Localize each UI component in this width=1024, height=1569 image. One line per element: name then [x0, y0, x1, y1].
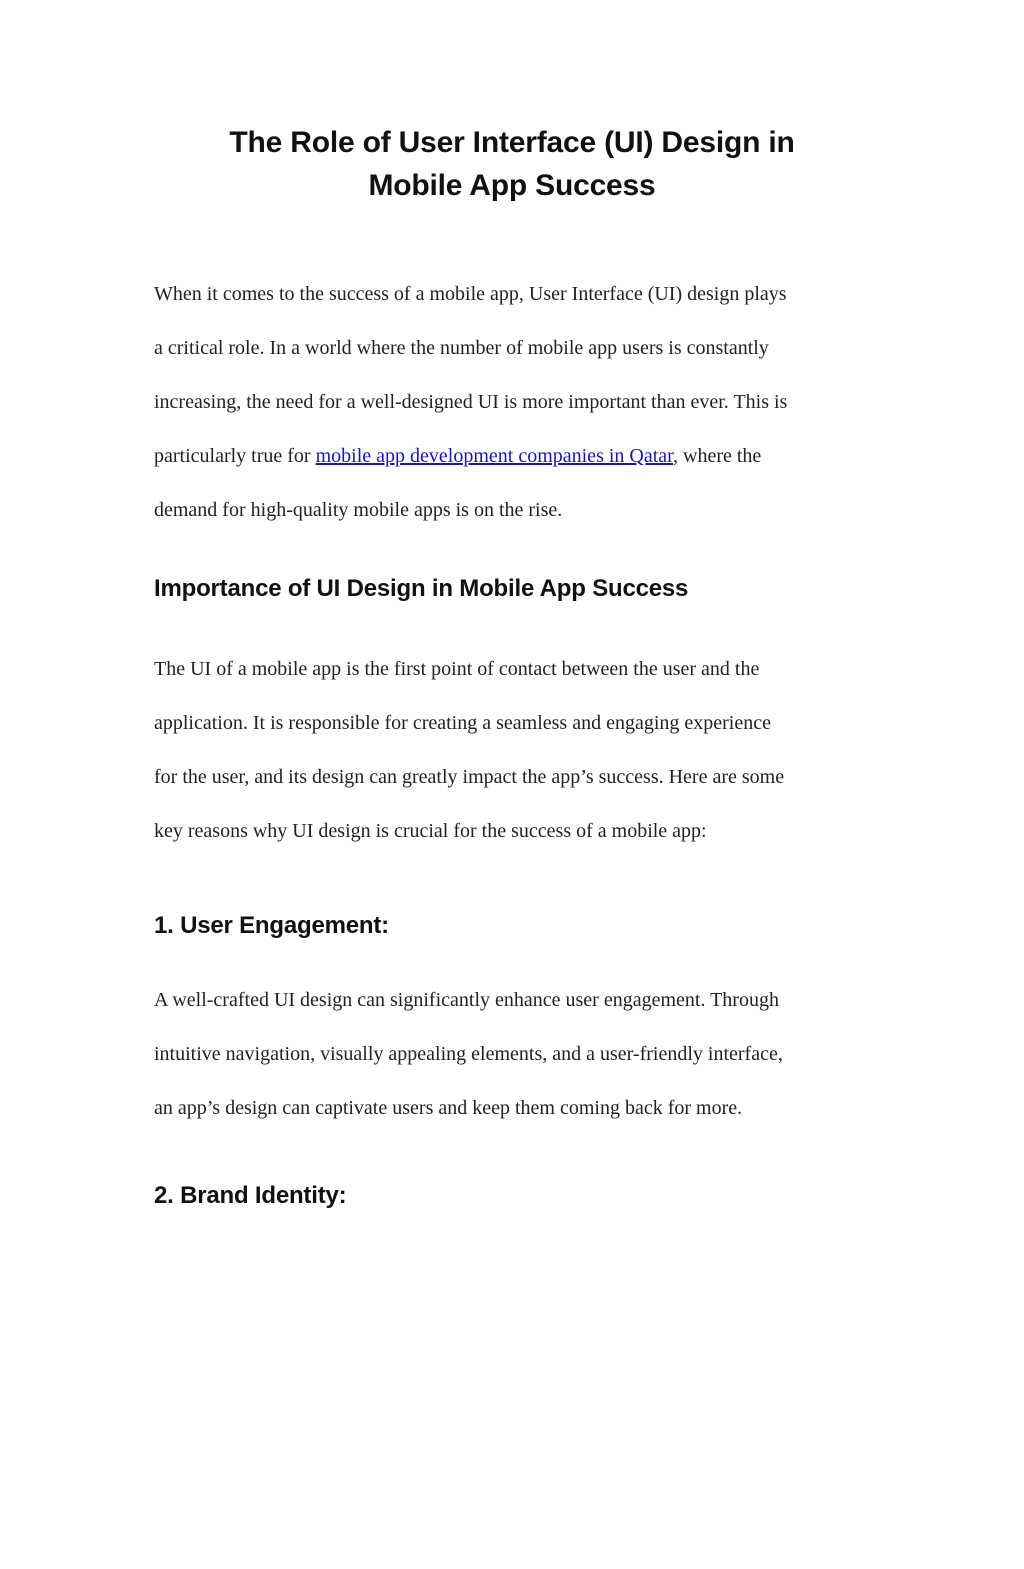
page-title: [154, 121, 870, 207]
page-title-line-1: The Role of User Interface (UI) Design in: [229, 126, 795, 159]
text-line: When it comes to the success of a mobile app, User Interface (UI) design plays: [154, 283, 787, 305]
document-content: [154, 121, 870, 1212]
text-line: increasing, the need for a well-designed UI is more important than ever. This is: [154, 391, 788, 413]
text-line: for the user, and its design can greatly impact the app’s success. Here are some: [154, 766, 785, 788]
text-line: a critical role. In a world where the number of mobile app users is constantly: [154, 337, 769, 359]
text-line: key reasons why UI design is crucial for the success of a mobile app:: [154, 820, 707, 842]
text-line: The UI of a mobile app is the first point of contact between the user and the: [154, 658, 760, 680]
intro-paragraph: [154, 267, 870, 537]
importance-paragraph: [154, 642, 870, 858]
text-line: A well-crafted UI design can significantly enhance user engagement. Through: [154, 989, 779, 1011]
text-line: [154, 429, 870, 483]
section-heading-brand-identity: 2. Brand Identity:: [154, 1182, 347, 1209]
text-line: demand for high-quality mobile apps is on the rise.: [154, 499, 563, 521]
text-line: an app’s design can captivate users and keep them coming back for more.: [154, 1097, 743, 1119]
document-page: [0, 121, 1024, 1569]
text-line: application. It is responsible for creating a seamless and engaging experience: [154, 712, 771, 734]
text-segment: particularly true for: [154, 445, 316, 467]
qatar-app-companies-link[interactable]: mobile app development companies in Qatar: [315, 445, 674, 467]
engagement-paragraph: [154, 973, 870, 1135]
text-segment: , where the: [673, 445, 762, 467]
section-heading-user-engagement: 1. User Engagement:: [154, 912, 389, 939]
page-title-line-2: Mobile App Success: [368, 169, 656, 202]
text-line: intuitive navigation, visually appealing elements, and a user-friendly interface,: [154, 1043, 783, 1065]
section-heading-importance: Importance of UI Design in Mobile App Success: [154, 575, 689, 602]
